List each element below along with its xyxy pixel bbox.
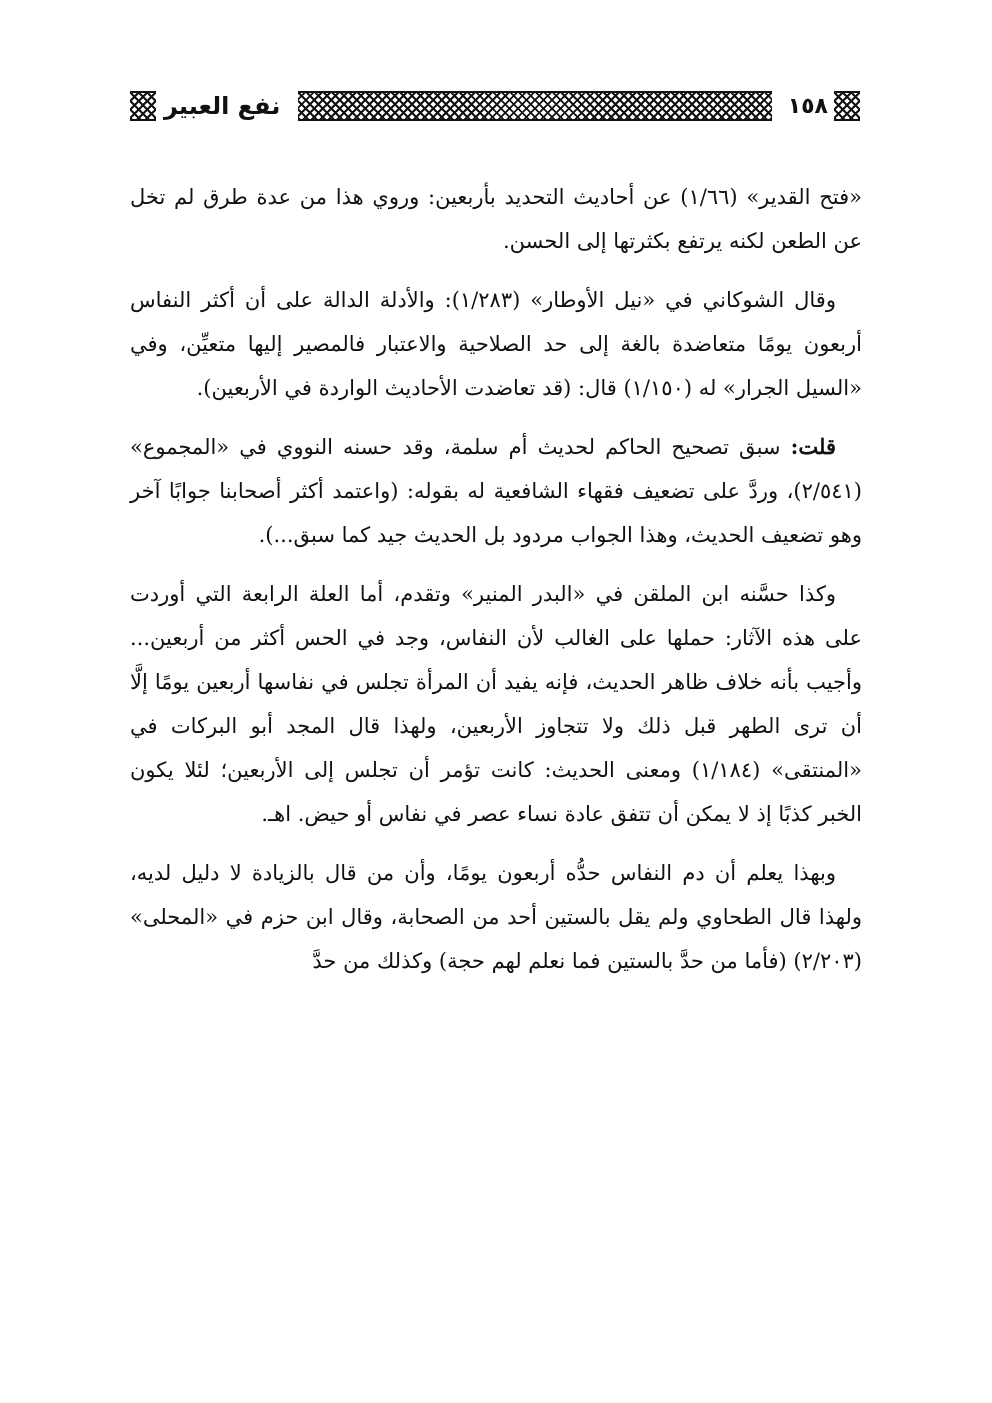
book-title: نفع العبير (164, 92, 281, 120)
page-header (130, 90, 860, 122)
ornament-left (130, 91, 156, 121)
paragraph: قلت: سبق تصحيح الحاكم لحديث أم سلمة، وقد حسنه النووي في «المجموع» (٢/٥٤١)، وردَّ على تضعيف فقهاء الشافعية له بقوله: (واعتمد أكثر أصحابنا جوابًا آخر وهو تضعيف الحديث، وهذا الجواب مردود بل الحديث جيد كما سبق...). (130, 434, 862, 547)
paragraph: وكذا حسَّنه ابن الملقن في «البدر المنير» وتقدم، أما العلة الرابعة التي أوردت على هذه الآثار: حملها على الغالب لأن النفاس، وجد في الحس أكثر من أربعين... وأجيب بأنه خلاف ظاهر الحديث، فإنه يفيد أن المرأة تجلس في نفاسها أربعين يومًا إلَّا أن ترى الطهر قبل ذلك ولا تتجاوز الأربعين، ولهذا قال المجد أبو البركات في «المنتقى» (١/١٨٤) ومعنى الحديث: كانت تؤمر أن تجلس إلى الأربعين؛ لئلا يكون الخبر كذبًا إذ لا يمكن أن تتفق عادة نساء عصر في نفاس أو حيض. اهـ. (130, 582, 862, 826)
paragraph: «فتح القدير» (١/٦٦) عن أحاديث التحديد بأربعين: وروي هذا من عدة طرق لم تخل عن الطعن لكنه يرتفع بكثرتها إلى الحسن. (130, 185, 862, 253)
page-number: ١٥٨ (787, 93, 828, 119)
paragraph: وبهذا يعلم أن دم النفاس حدُّه أربعون يومًا، وأن من قال بالزيادة لا دليل لديه، ولهذا قال الطحاوي ولم يقل بالستين أحد من الصحابة، وقال ابن حزم في «المحلى» (٢/٢٠٣) (فأما من حدَّ بالستين فما نعلم لهم حجة) وكذلك من حدَّ (130, 861, 862, 973)
page-body (130, 175, 862, 998)
paragraph: وقال الشوكاني في «نيل الأوطار» (١/٢٨٣): والأدلة الدالة على أن أكثر النفاس أربعون يومًا متعاضدة بالغة إلى حد الصلاحية والاعتبار فالمصير إليها متعيِّن، وفي «السيل الجرار» له (١/١٥٠) قال: (قد تعاضدت الأحاديث الواردة في الأربعين). (130, 288, 862, 400)
ornament-band (298, 91, 771, 121)
ornament-right (834, 91, 860, 121)
paragraph-lead: قلت: (790, 434, 836, 459)
